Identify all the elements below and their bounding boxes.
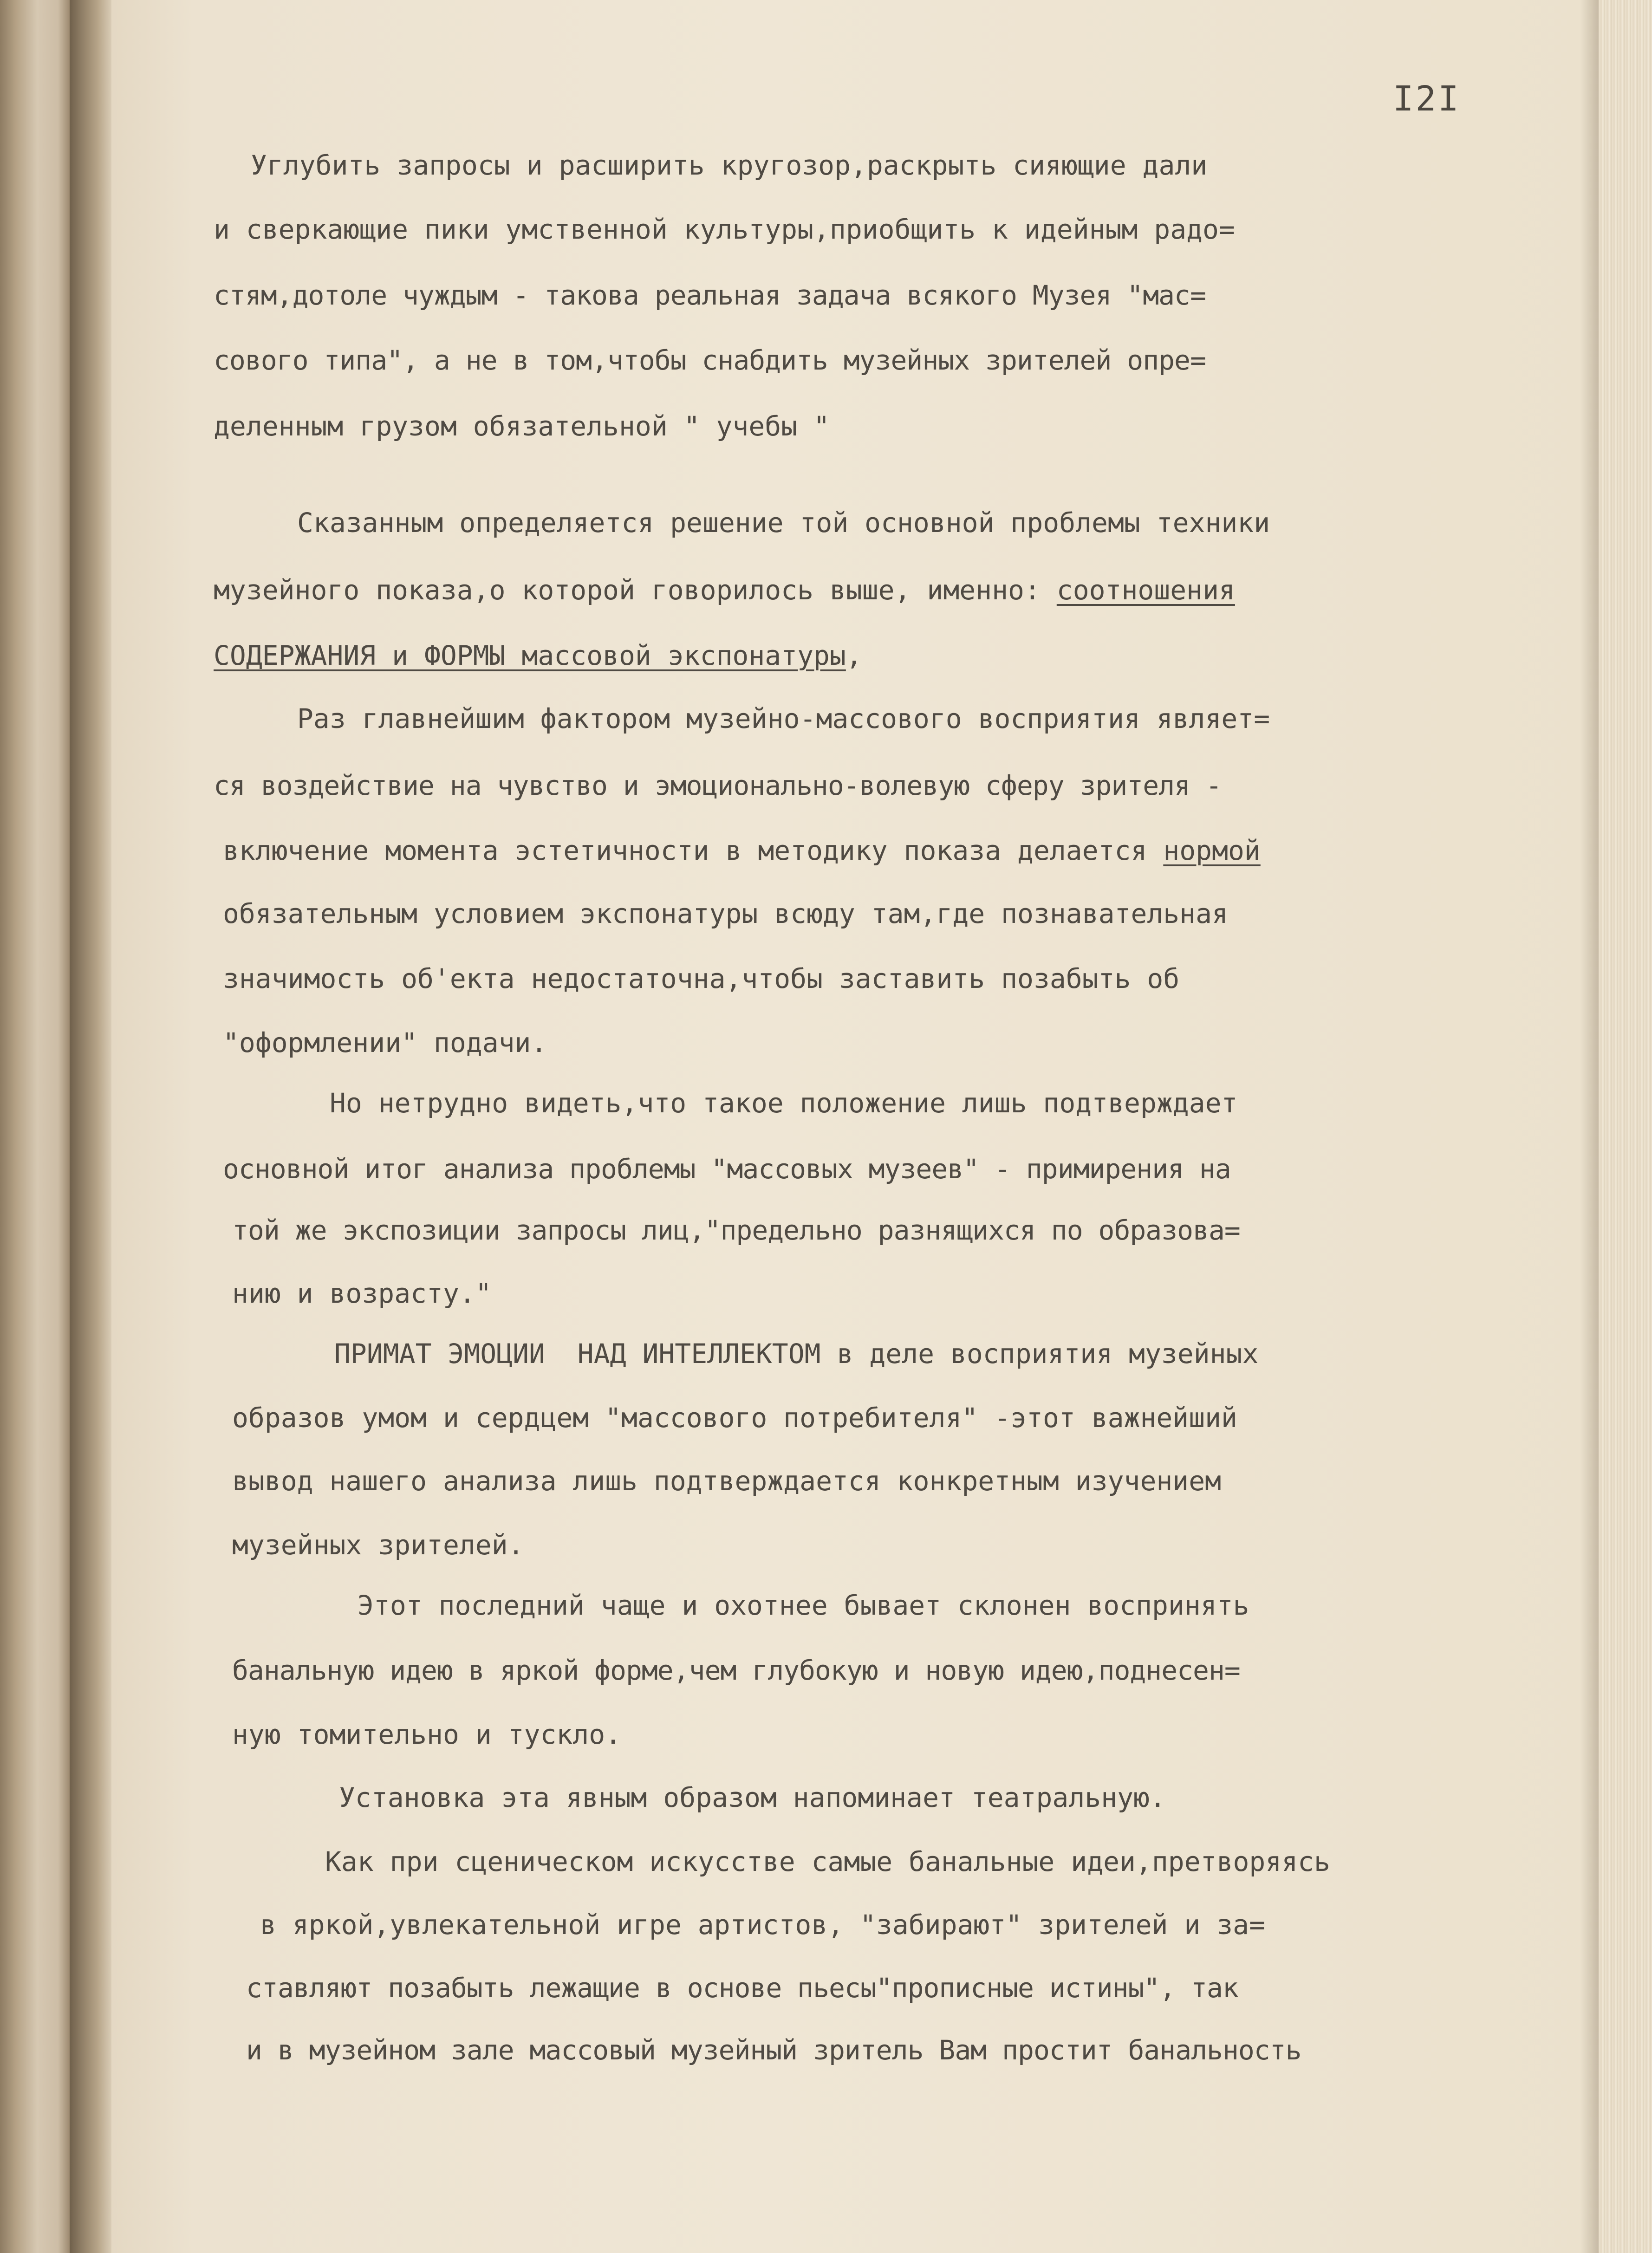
text-line: Установка эта явным образом напоминает театральную. (339, 1782, 1166, 1813)
text-line: сового типа", а не в том,чтобы снабдить музейных зрителей опре= (214, 344, 1206, 376)
text-line: и сверкающие пики умственной культуры,приобщить к идейным радо= (214, 214, 1235, 245)
underlined-phrase: соотношения (1056, 574, 1235, 606)
text-line: Углубить запросы и расширить кругозор,раскрыть сияющие дали (251, 149, 1208, 181)
text-line: обязательным условием экспонатуры всюду там,где познавательная (223, 898, 1228, 929)
text-line: Как при сценическом искусстве самые банальные идеи,претворяясь (325, 1846, 1330, 1877)
text-line: основной итог анализа проблемы "массовых музеев" - примирения на (223, 1153, 1231, 1185)
text-line: Сказанным определяется решение той основной проблемы техники (297, 507, 1270, 539)
text-line (214, 573, 1235, 607)
page-number: I2I (1393, 79, 1461, 119)
text-line: ную томительно и тускло. (232, 1719, 622, 1750)
page-edge-shadow (1580, 0, 1599, 2253)
text-line: вывод нашего анализа лишь подтверждается конкретным изучением (232, 1465, 1222, 1497)
binding-gutter (70, 0, 111, 2253)
text-line: в яркой,увлекательной игре артистов, "забирают" зрителей и за= (260, 1909, 1265, 1941)
line-part: музейного показа,о которой говорилось выше, именно: (214, 574, 1057, 606)
text-line: банальную идею в яркой форме,чем глубокую и новую идею,поднесен= (232, 1655, 1240, 1686)
text-line: значимость об'екта недостаточна,чтобы заставить позабыть об (223, 963, 1180, 994)
text-line: стям,дотоле чуждым - такова реальная задача всякого Музея "мас= (214, 279, 1206, 311)
text-line: и в музейном зале массовый музейный зритель Вам простит банальность (246, 2034, 1301, 2066)
text-line (214, 639, 862, 672)
text-line: ставляют позабыть лежащие в основе пьесы"прописные истины", так (246, 1972, 1238, 2004)
text-line: Раз главнейшим фактором музейно-массового восприятия являет= (297, 703, 1270, 734)
line-part: включение момента эстетичности в методику показа делается (223, 835, 1164, 866)
underlined-phrase: СОДЕРЖАНИЯ и ФОРМЫ массовой экспонатуры (214, 640, 846, 671)
text-line: музейных зрителей. (232, 1529, 524, 1561)
text-line: "оформлении" подачи. (223, 1027, 547, 1058)
text-line: ПРИМАТ ЭМОЦИИ НАД ИНТЕЛЛЕКТОМ в деле восприятия музейных (334, 1338, 1259, 1370)
line-part: , (846, 640, 862, 671)
left-page-edge (0, 0, 70, 2253)
text-line: той же экспозиции запросы лиц,"предельно разнящихся по образова= (232, 1214, 1240, 1246)
text-line: образов умом и сердцем "массового потребителя" -этот важнейший (232, 1402, 1237, 1434)
text-line: ся воздействие на чувство и эмоционально-волевую сферу зрителя - (214, 770, 1222, 801)
underlined-word: нормой (1163, 835, 1261, 866)
text-line (223, 834, 1261, 867)
text-line: Этот последний чаще и охотнее бывает склонен воспринять (358, 1590, 1249, 1621)
text-line: нию и возрасту." (232, 1278, 492, 1309)
text-line: деленным грузом обязательной " учебы " (214, 410, 830, 442)
text-line: Но нетрудно видеть,что такое положение лишь подтверждает (330, 1087, 1238, 1119)
stacked-page-edges (1599, 0, 1652, 2253)
